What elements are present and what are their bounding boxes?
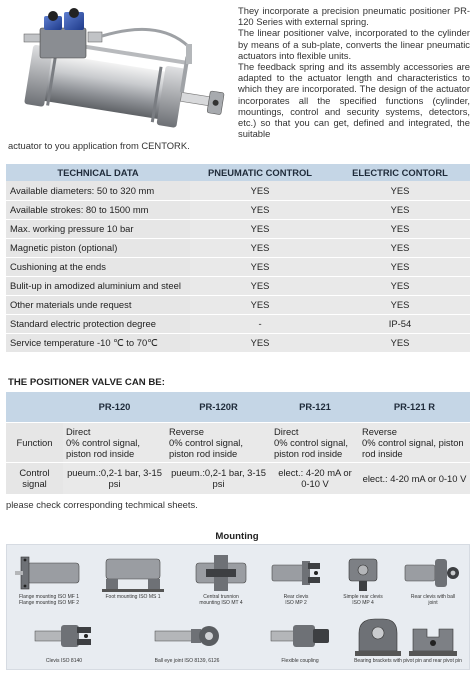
tech-header-electric: ELECTRIC CONTORL — [330, 164, 470, 181]
table-row — [6, 333, 470, 352]
mounting-bearing-brackets — [347, 611, 469, 665]
tech-cell-electric: YES — [330, 200, 470, 219]
mounting-title: Mounting — [215, 531, 259, 542]
mounting-simple-rear-clevis — [333, 551, 393, 606]
control-signal-label — [6, 462, 63, 494]
intro-paragraph-3: The feedback spring and its assembly accessories are adapted to the actuator length and characteristics to which they are incorporated. The design of the actuator incorporates all the specified functions (cylinder, mountings, control and security systems, detectors, etc.) so that you can get, defined and integrated, the suitable — [238, 61, 470, 140]
function-label: Function — [6, 422, 63, 462]
signal-cell-pr120r: pueum.:0,2-1 bar, 3-15 psi — [166, 462, 271, 494]
tech-header-technical-data: TECHNICAL DATA — [6, 164, 190, 181]
mounting-caption: Central trunnion — [203, 594, 239, 600]
mounting-flange — [11, 551, 87, 606]
tech-cell-label: Max. working pressure 10 bar — [6, 219, 190, 238]
function-cell-pr120r — [166, 422, 271, 462]
mounting-caption: Bearing brackets with pivot pin and rear pivot pin — [354, 658, 462, 664]
intro-paragraph-1: They incorporate a precision pneumatic positioner PR-120 Series with external spring. — [238, 5, 470, 28]
control-signal-label-line2: signal — [22, 478, 47, 490]
intro-text — [238, 5, 470, 139]
mounting-ball-eye-joint — [147, 615, 227, 665]
tech-cell-label: Available strokes: 80 to 1500 mm — [6, 200, 190, 219]
table-row — [6, 257, 470, 276]
mounting-caption: Clevis ISO 8140 — [45, 658, 83, 664]
mounting-clevis — [29, 615, 99, 665]
intro-paragraph-2: The linear positioner valve, incorporated to the cylinder by means of a sub-plate, converts the linear pneumatic actuators into flexible units. — [238, 27, 470, 61]
mounting-caption: mounting ISO MT 4 — [199, 599, 243, 606]
technical-data-table — [6, 164, 470, 353]
flexible-coupling-icon — [267, 615, 333, 659]
tech-cell-label: Available diameters: 50 to 320 mm — [6, 181, 190, 200]
table-row — [6, 422, 470, 462]
positioner-header-blank — [6, 392, 63, 422]
clevis-icon — [31, 615, 97, 659]
tech-cell-electric: IP-54 — [330, 314, 470, 333]
mounting-caption: Rear clevis with ball — [410, 594, 456, 600]
function-mode: Direct — [66, 425, 91, 437]
intro-section — [0, 0, 474, 160]
tech-cell-electric: YES — [330, 181, 470, 200]
tech-cell-label: Magnetic piston (optional) — [6, 238, 190, 257]
positioner-table — [6, 392, 470, 494]
function-mode: Reverse — [362, 425, 397, 437]
mounting-caption: Ball eye joint ISO 8139, 6126 — [154, 658, 220, 664]
table-row — [6, 219, 470, 238]
tech-cell-pneumatic: YES — [190, 219, 330, 238]
tech-cell-label: Standard electric protection degree — [6, 314, 190, 333]
function-cell-pr121r — [359, 422, 470, 462]
positioner-header-pr120r: PR-120R — [166, 392, 271, 422]
mounting-caption: ISO MP 4 — [352, 599, 374, 606]
control-signal-label-line1: Control — [19, 467, 50, 479]
foot-mounting-icon — [98, 551, 168, 595]
tech-cell-pneumatic: YES — [190, 295, 330, 314]
simple-rear-clevis-icon — [335, 551, 391, 595]
positioner-header-pr121: PR-121 — [271, 392, 359, 422]
signal-cell-pr120: pueum.:0,2-1 bar, 3-15 psi — [63, 462, 166, 494]
function-mode: Reverse — [169, 425, 204, 437]
positioner-header-pr121r: PR-121 R — [359, 392, 470, 422]
rear-clevis-icon — [268, 551, 324, 595]
positioner-header-row — [6, 392, 470, 422]
mounting-caption: Rear clevis — [283, 594, 309, 600]
mounting-rear-clevis-ball — [399, 551, 467, 606]
intro-tail: actuator to you application from CENTORK. — [8, 140, 190, 151]
tech-cell-pneumatic: YES — [190, 333, 330, 352]
signal-cell-pr121r: elect.: 4-20 mA or 0-10 V — [359, 462, 470, 494]
table-row — [6, 462, 470, 494]
rear-clevis-ball-joint-icon — [401, 551, 465, 595]
mounting-caption: Flexible coupling — [281, 658, 319, 664]
mounting-caption: ISO MP 2 — [285, 599, 307, 606]
positioner-header-pr120: PR-120 — [63, 392, 166, 422]
bearing-brackets-icon — [353, 611, 463, 659]
function-mode: Direct — [274, 425, 299, 437]
mounting-caption: Flange mounting ISO MF 1 — [18, 594, 80, 600]
mounting-caption: Flange mounting ISO MF 2 — [18, 599, 80, 606]
mounting-rear-clevis — [267, 551, 325, 606]
mounting-trunnion — [185, 551, 257, 606]
tech-cell-electric: YES — [330, 276, 470, 295]
table-row — [6, 238, 470, 257]
tech-cell-electric: YES — [330, 333, 470, 352]
function-detail: 0% control signal, piston rod inside — [66, 436, 140, 459]
mounting-flexible-coupling — [265, 615, 335, 665]
function-cell-pr120 — [63, 422, 166, 462]
tech-cell-electric: YES — [330, 257, 470, 276]
tech-cell-electric: YES — [330, 295, 470, 314]
function-cell-pr121 — [271, 422, 359, 462]
tech-cell-label: Cushioning at the ends — [6, 257, 190, 276]
tech-cell-electric: YES — [330, 238, 470, 257]
mounting-caption: joint — [428, 599, 438, 606]
positioner-actuator-image — [6, 6, 232, 142]
tech-cell-pneumatic: YES — [190, 257, 330, 276]
positioner-title: THE POSITIONER VALVE CAN BE: — [8, 377, 165, 388]
function-detail: 0% control signal, piston rod inside — [274, 436, 348, 459]
mounting-caption: Foot mounting ISO MS 1 — [105, 594, 161, 600]
tech-header-pneumatic: PNEUMATIC CONTROL — [190, 164, 330, 181]
table-row — [6, 295, 470, 314]
trunnion-mounting-icon — [186, 551, 256, 595]
flange-mounting-icon — [13, 551, 85, 595]
tech-cell-pneumatic: YES — [190, 200, 330, 219]
tech-cell-label: Other materials unde request — [6, 295, 190, 314]
table-row — [6, 181, 470, 200]
ball-eye-joint-icon — [151, 615, 223, 659]
table-row — [6, 314, 470, 333]
function-detail: 0% control signal, piston rod inside — [169, 436, 243, 459]
technical-sheets-note: please check corresponding techmical sheets. — [6, 499, 198, 510]
tech-cell-pneumatic: - — [190, 314, 330, 333]
function-detail: 0% control signal, piston rod inside — [362, 436, 464, 459]
mounting-panel — [6, 544, 470, 670]
tech-header-row — [6, 164, 470, 181]
mounting-caption: Simple rear clevis — [343, 594, 383, 600]
tech-cell-pneumatic: YES — [190, 276, 330, 295]
mounting-foot — [97, 551, 169, 601]
table-row — [6, 200, 470, 219]
table-row — [6, 276, 470, 295]
tech-cell-label: Bulit-up in amodized aluminium and steel — [6, 276, 190, 295]
tech-cell-label: Service temperature -10 ℃ to 70℃ — [6, 333, 190, 352]
tech-cell-electric: YES — [330, 219, 470, 238]
signal-cell-pr121: elect.: 4-20 mA or 0-10 V — [271, 462, 359, 494]
tech-cell-pneumatic: YES — [190, 238, 330, 257]
tech-cell-pneumatic: YES — [190, 181, 330, 200]
